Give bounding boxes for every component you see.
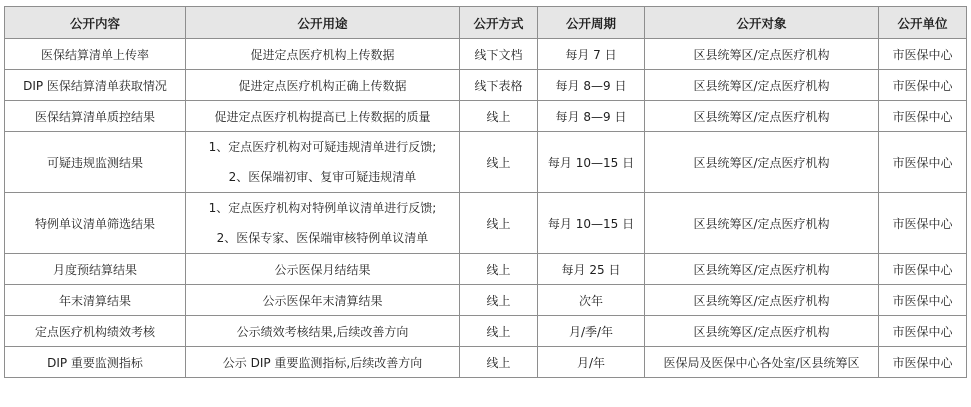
cell-content: 医保结算清单质控结果: [5, 101, 186, 132]
cell-cycle: 每月 10—15 日: [538, 132, 645, 193]
header-unit: 公开单位: [879, 7, 967, 39]
cell-target: 区县统筹区/定点医疗机构: [645, 132, 879, 193]
cell-content: 特例单议清单筛选结果: [5, 193, 186, 254]
cell-target: 区县统筹区/定点医疗机构: [645, 285, 879, 316]
cell-content: 可疑违规监测结果: [5, 132, 186, 193]
cell-cycle: 次年: [538, 285, 645, 316]
cell-cycle: 每月 25 日: [538, 254, 645, 285]
cell-target: 区县统筹区/定点医疗机构: [645, 101, 879, 132]
disclosure-table: [4, 6, 967, 378]
cell-cycle: 每月 8—9 日: [538, 70, 645, 101]
header-row: [5, 7, 967, 39]
table-row: [5, 347, 967, 378]
cell-method: 线上: [460, 254, 538, 285]
cell-cycle: 每月 10—15 日: [538, 193, 645, 254]
cell-method: 线上: [460, 347, 538, 378]
cell-target: 区县统筹区/定点医疗机构: [645, 254, 879, 285]
cell-purpose: 促进定点医疗机构上传数据: [186, 39, 460, 70]
cell-target: 区县统筹区/定点医疗机构: [645, 316, 879, 347]
cell-method: 线上: [460, 316, 538, 347]
cell-purpose: 促进定点医疗机构正确上传数据: [186, 70, 460, 101]
cell-purpose: 促进定点医疗机构提高已上传数据的质量: [186, 101, 460, 132]
cell-unit: 市医保中心: [879, 101, 967, 132]
cell-target: 区县统筹区/定点医疗机构: [645, 193, 879, 254]
header-method: 公开方式: [460, 7, 538, 39]
cell-unit: 市医保中心: [879, 39, 967, 70]
table-row: [5, 193, 967, 254]
table-row: [5, 101, 967, 132]
cell-content: 月度预结算结果: [5, 254, 186, 285]
purpose-line: 1、定点医疗机构对可疑违规清单进行反馈;: [208, 140, 437, 154]
cell-unit: 市医保中心: [879, 285, 967, 316]
cell-cycle: 每月 8—9 日: [538, 101, 645, 132]
header-content: 公开内容: [5, 7, 186, 39]
purpose-line: 2、医保专家、医保端审核特例单议清单: [216, 231, 429, 245]
cell-unit: 市医保中心: [879, 132, 967, 193]
disclosure-table-container: [4, 6, 967, 378]
cell-unit: 市医保中心: [879, 254, 967, 285]
header-cycle: 公开周期: [538, 7, 645, 39]
table-row: [5, 132, 967, 193]
cell-purpose: 公示医保月结结果: [186, 254, 460, 285]
cell-unit: 市医保中心: [879, 347, 967, 378]
cell-target: 医保局及医保中心各处室/区县统筹区: [645, 347, 879, 378]
cell-content: 医保结算清单上传率: [5, 39, 186, 70]
cell-method: 线下文档: [460, 39, 538, 70]
cell-content: 年末清算结果: [5, 285, 186, 316]
header-purpose: 公开用途: [186, 7, 460, 39]
cell-method: 线上: [460, 132, 538, 193]
cell-target: 区县统筹区/定点医疗机构: [645, 39, 879, 70]
cell-method: 线上: [460, 285, 538, 316]
cell-content: DIP 重要监测指标: [5, 347, 186, 378]
header-target: 公开对象: [645, 7, 879, 39]
cell-method: 线下表格: [460, 70, 538, 101]
cell-purpose: [186, 132, 460, 193]
table-row: [5, 316, 967, 347]
cell-method: 线上: [460, 193, 538, 254]
cell-purpose: [186, 193, 460, 254]
cell-content: DIP 医保结算清单获取情况: [5, 70, 186, 101]
cell-content: 定点医疗机构绩效考核: [5, 316, 186, 347]
cell-purpose: 公示 DIP 重要监测指标,后续改善方向: [186, 347, 460, 378]
cell-cycle: 每月 7 日: [538, 39, 645, 70]
cell-cycle: 月/季/年: [538, 316, 645, 347]
cell-purpose: 公示绩效考核结果,后续改善方向: [186, 316, 460, 347]
table-row: [5, 254, 967, 285]
cell-cycle: 月/年: [538, 347, 645, 378]
table-row: [5, 70, 967, 101]
cell-purpose: 公示医保年末清算结果: [186, 285, 460, 316]
cell-target: 区县统筹区/定点医疗机构: [645, 70, 879, 101]
cell-method: 线上: [460, 101, 538, 132]
purpose-line: 1、定点医疗机构对特例单议清单进行反馈;: [208, 201, 437, 215]
purpose-line: 2、医保端初审、复审可疑违规清单: [228, 170, 417, 184]
cell-unit: 市医保中心: [879, 316, 967, 347]
table-row: [5, 285, 967, 316]
cell-unit: 市医保中心: [879, 193, 967, 254]
table-row: [5, 39, 967, 70]
cell-unit: 市医保中心: [879, 70, 967, 101]
